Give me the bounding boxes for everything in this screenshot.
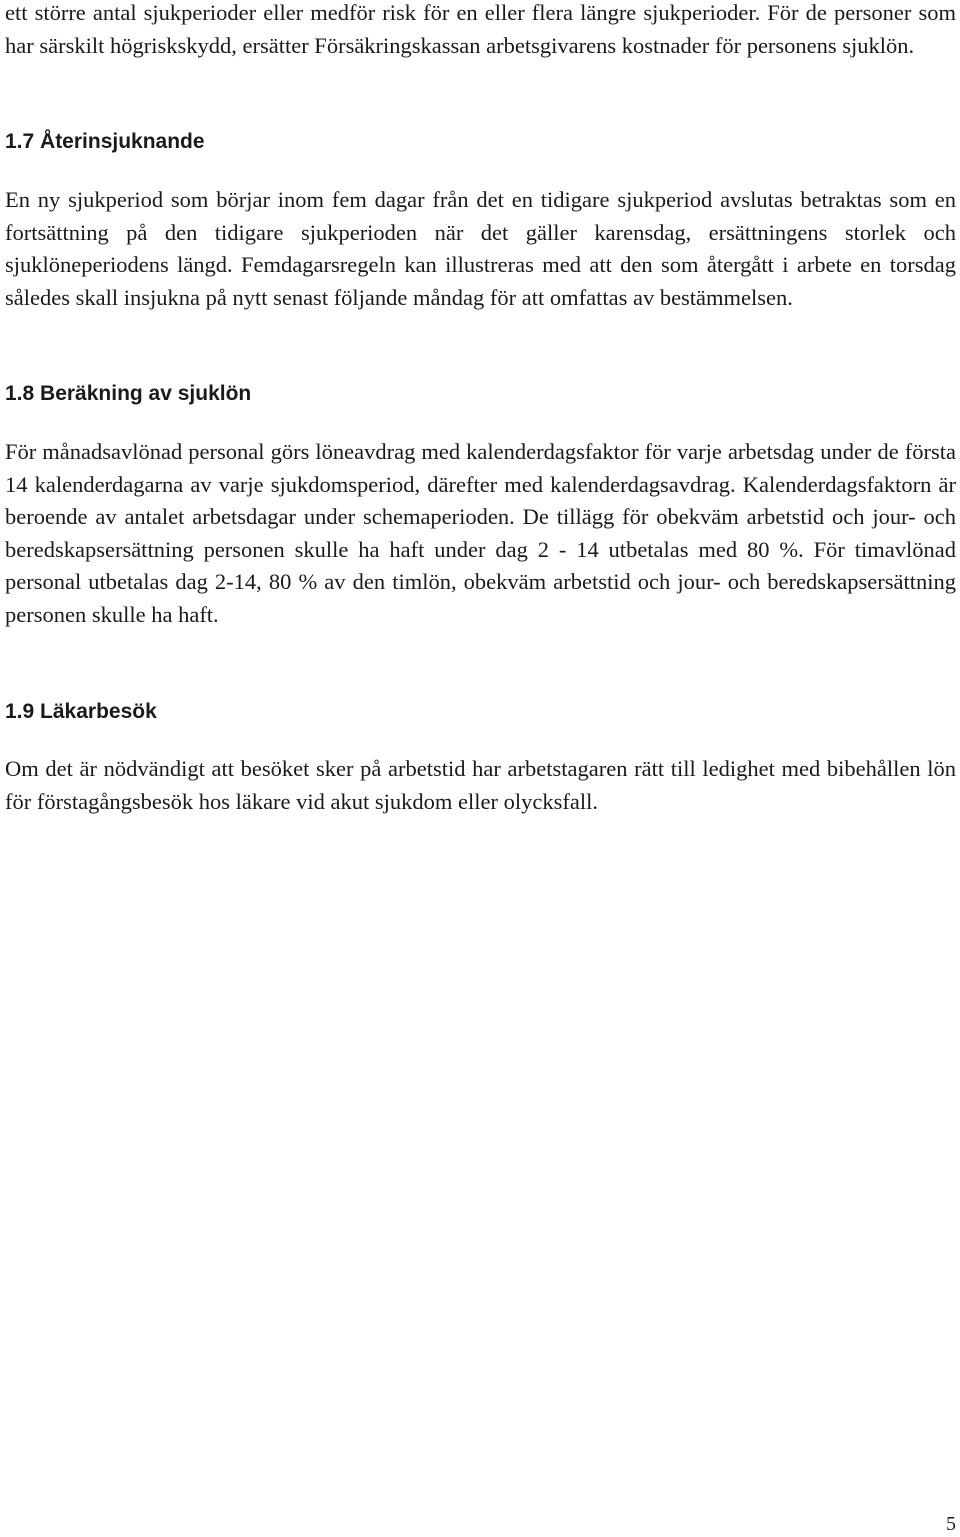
- page-number: 5: [946, 1513, 956, 1535]
- section-heading-lakarbesok: 1.9 Läkarbesök: [5, 700, 157, 723]
- section-body-lakarbesok: Om det är nödvändigt att besöket sker på arbetstid har arbetstagaren rätt till ledighet med bibehållen lön för förstagångsbesök hos läkare vid akut sjukdom eller olycksfall.: [5, 756, 956, 814]
- section-heading-berakning-sjuklon: 1.8 Beräkning av sjuklön: [5, 382, 252, 405]
- section-body-reinsjuknande: En ny sjukperiod som börjar inom fem dagar från det en tidigare sjukperiod avslutas betraktas som en fortsättning på den tidigare sjukperioden när det gäller karensdag, ersättningens storlek och sjuklöneperiodens längd. Femdagarsregeln kan illustreras med att den som återgått i arbete en torsdag således skall insjukna på nytt senast följande måndag för att omfattas av bestämmelsen.: [5, 187, 956, 310]
- intro-paragraph: ett större antal sjukperioder eller medför risk för en eller flera längre sjukperioder. För de personer som har särskilt högriskskydd, ersätter Försäkringskassan arbetsgivarens kostnader för personens sjuklön.: [5, 0, 956, 58]
- section-body-berakning-sjuklon: För månadsavlönad personal görs löneavdrag med kalenderdagsfaktor för varje arbetsdag under de första 14 kalenderdagarna av varje sjukdomsperiod, därefter med kalenderdagsavdrag. Kalenderdagsfaktorn är beroende av antalet arbetsdagar under schemaperioden. De tillägg för obekväm arbetstid och jour- och beredskapsersättning personen skulle ha haft under dag 2 - 14 utbetalas med 80 %. För timavlönad personal utbetalas dag 2-14, 80 % av den timlön, obekväm arbetstid och jour- och beredskapsersättning personen skulle ha haft.: [5, 439, 956, 627]
- section-heading-reinsjuknande: 1.7 Återinsjuknande: [5, 130, 205, 153]
